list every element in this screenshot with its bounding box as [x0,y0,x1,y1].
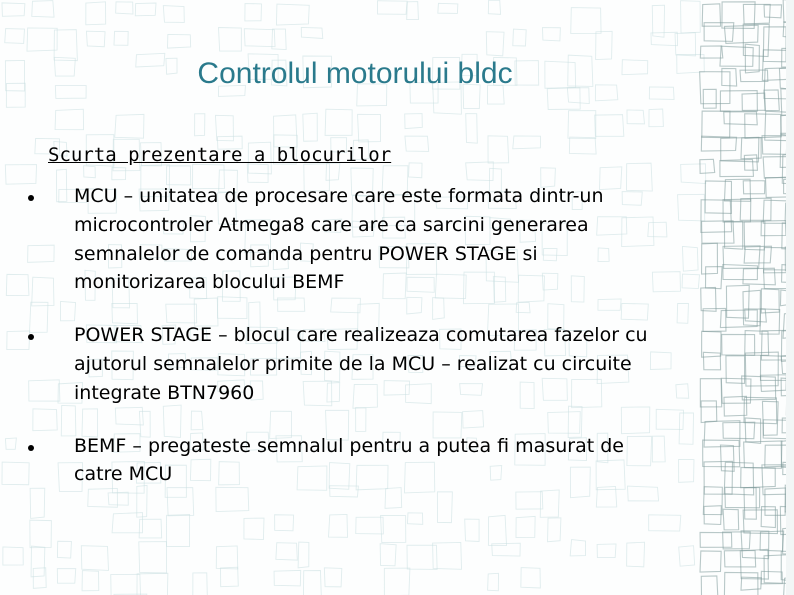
pattern-square-edge [720,46,753,66]
pattern-square [356,517,384,534]
pattern-square-edge [726,285,749,318]
pattern-square-edge [764,90,779,111]
pattern-square [30,520,52,548]
pattern-square [7,331,30,350]
pattern-square [114,31,128,45]
pattern-square-edge [760,531,784,551]
pattern-square-edge [743,4,770,24]
pattern-square [86,31,105,47]
slide-subtitle: Scurta prezentare a blocurilor [48,144,392,166]
pattern-square-edge [700,379,721,407]
pattern-square [3,547,23,565]
pattern-square [513,136,541,149]
pattern-square [325,109,352,135]
pattern-square [298,542,309,568]
pattern-square-edge [764,5,782,18]
pattern-square [244,29,275,47]
pattern-square [216,546,237,569]
pattern-square [276,543,297,560]
pattern-square [682,274,699,289]
bullet-item-power-stage [28,321,668,407]
pattern-square-edge [723,532,751,549]
pattern-square [682,246,698,271]
pattern-square [57,541,71,558]
pattern-square [677,303,688,323]
pattern-square-edge [705,181,731,214]
pattern-square [193,573,207,595]
pattern-square [627,542,645,567]
pattern-square [116,2,133,14]
pattern-square-edge [722,68,737,86]
pattern-square-edge [702,111,730,138]
pattern-square [303,571,321,595]
pattern-square [570,540,585,556]
pattern-square [488,0,500,14]
pattern-square [405,136,429,151]
pattern-square [274,570,301,586]
slide-title: Controlul motorului bldc [197,57,513,90]
pattern-square [465,519,479,541]
pattern-square-edge [724,396,747,416]
pattern-square [86,2,106,25]
pattern-square [221,567,239,587]
pattern-square [275,515,294,531]
bullet-item-mcu [28,182,668,297]
pattern-square-edge [741,467,776,487]
pattern-square [513,29,526,46]
pattern-square-edge [723,422,755,439]
pattern-square [328,514,347,537]
pattern-square [57,569,75,584]
pattern-square-edge [745,309,767,322]
bullet-text: POWER STAGE – blocul care realizeaza comutarea fazelor cu ajutorul semnalelor primite de la MCU – realizat cu circuite integrate BTN7960 [74,324,648,404]
pattern-square [488,515,506,545]
pattern-square [438,3,458,13]
pattern-square-edge [701,401,717,423]
pattern-square [163,6,184,23]
pattern-square-edge [700,551,721,572]
pattern-square-edge [762,136,787,155]
pattern-square-edge [762,401,778,435]
bullet-text: MCU – unitatea de procesare care este formata dintr-un microcontroler Atmega8 care are ca sarcini generarea semnalelor de comanda pentru POWER STAGE si monitorizarea blocului BEMF [74,185,604,294]
pattern-square-edge [700,159,715,173]
pattern-square [571,8,601,34]
pattern-square-edge [704,421,740,447]
bullet-text: BEMF – pregateste semnalul pentru a putea fi masurat de catre MCU [74,434,624,486]
pattern-square-edge [744,155,757,170]
pattern-square [139,542,167,573]
pattern-square-edge [703,487,722,515]
pattern-square [2,3,25,16]
pattern-square [378,1,408,15]
pattern-square [681,1,701,33]
pattern-square-edge [743,510,777,534]
pattern-square [112,167,126,179]
pattern-square [6,274,29,295]
pattern-square-edge [742,93,765,110]
pattern-square [408,163,422,178]
pattern-square-edge [701,576,718,595]
pattern-square [521,568,541,588]
pattern-square [542,28,560,41]
pattern-square [407,513,422,525]
pattern-square [112,513,142,533]
pattern-square [5,29,25,44]
pattern-square [466,114,478,144]
pattern-square [649,109,663,127]
pattern-square [407,2,419,20]
pattern-square [81,546,108,571]
pattern-square [358,114,381,142]
pattern-square [597,544,616,558]
pattern-square [679,459,694,482]
pattern-square-edge [744,488,756,520]
pattern-square-edge [725,487,760,508]
pattern-square-edge [702,243,718,274]
bullet-dot-icon [28,195,34,201]
pattern-square [675,33,696,56]
pattern-square-edge [723,509,739,530]
pattern-square [381,515,406,542]
pattern-square-edge [723,264,758,279]
pattern-square [595,115,624,137]
bullet-dot-icon [28,334,34,340]
pattern-square [27,28,57,51]
pattern-square [488,136,509,163]
pattern-square-edge [743,181,765,194]
pattern-square-edge [745,114,782,138]
pattern-square-edge [744,246,771,263]
pattern-square [167,514,190,546]
pattern-square-edge [706,267,723,289]
pattern-square [486,32,504,56]
pattern-square [679,546,695,566]
pattern-square [32,1,54,18]
pattern-square [2,462,29,485]
pattern-square [649,515,681,531]
pattern-square [679,413,693,444]
pattern-square [111,574,141,595]
slide-right-edge [786,0,794,595]
pattern-square-edge [700,532,732,547]
pattern-square [568,111,596,139]
pattern-square-edge [701,287,716,311]
pattern-square-edge [703,352,720,369]
pattern-square [244,518,264,539]
pattern-square [303,113,317,141]
pattern-square-edge [745,44,759,73]
pattern-square [5,438,16,449]
pattern-square [301,27,322,38]
pattern-square [82,571,99,591]
pattern-square [516,516,535,537]
pattern-square [115,114,144,138]
pattern-square-edge [743,24,769,56]
pattern-square-edge [722,334,755,355]
pattern-square [195,114,205,136]
pattern-square [55,109,83,129]
pattern-square-edge [704,23,734,42]
pattern-square [380,544,396,566]
pattern-square [135,3,156,16]
pattern-square [676,384,689,398]
pattern-square [569,137,596,154]
pattern-square [384,568,410,595]
pattern-square [219,28,242,52]
pattern-square-edge [723,199,751,222]
pattern-square [488,573,499,590]
bullet-item-bemf [28,432,668,490]
pattern-square [137,573,168,595]
pattern-square [167,34,190,48]
bullet-dot-icon [28,445,34,451]
pattern-square [245,4,262,21]
pattern-square-edge [743,268,775,285]
pattern-square [627,110,645,124]
pattern-square [324,568,341,587]
pattern-square [405,114,423,129]
pattern-square [548,518,561,542]
bullet-list [28,182,668,513]
pattern-square [276,4,309,25]
